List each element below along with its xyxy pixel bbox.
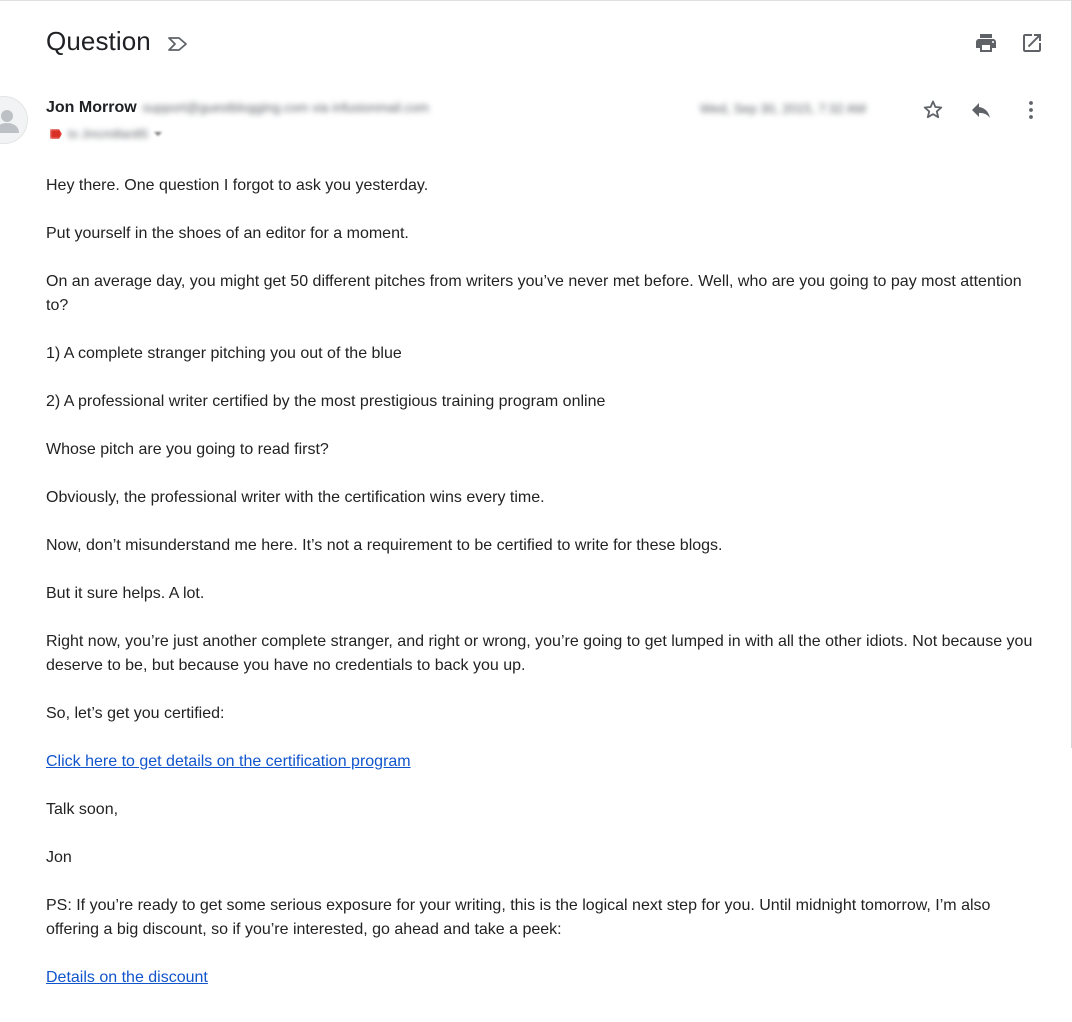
recipient-text: to Jmcmillan85 <box>68 127 149 141</box>
body-paragraph: So, let’s get you certified: <box>46 705 225 722</box>
chevron-down-icon[interactable] <box>154 132 162 136</box>
body-paragraph: Now, don’t misunderstand me here. It’s not a requirement to be certified to write for these blogs. <box>46 537 723 554</box>
sender-name[interactable]: Jon Morrow <box>46 99 137 116</box>
thread-actions <box>974 31 1044 55</box>
discount-link-paragraph <box>46 966 1046 990</box>
signature: Jon <box>46 849 72 866</box>
body-paragraph: 1) A complete stranger pitching you out of the blue <box>46 345 402 362</box>
body-paragraph: 2) A professional writer certified by the most prestigious training program online <box>46 393 606 410</box>
sender-email: support@guestblogging.com via infusionmail.com <box>142 100 430 115</box>
print-icon[interactable] <box>974 31 998 55</box>
star-icon[interactable] <box>920 97 946 123</box>
body-paragraph: But it sure helps. A lot. <box>46 585 205 602</box>
body-paragraph: Talk soon, <box>46 801 119 818</box>
open-in-new-window-icon[interactable] <box>1020 31 1044 55</box>
importance-marker-icon[interactable] <box>167 36 189 52</box>
body-paragraph: Obviously, the professional writer with the certification wins every time. <box>46 489 545 506</box>
body-paragraph: Right now, you’re just another complete stranger, and right or wrong, you’re going to get lumped in with all the other idiots. Not because you deserve to be, but because you have no credentials to back you up. <box>46 633 1033 674</box>
discount-link[interactable]: Details on the discount <box>46 969 208 986</box>
certification-link[interactable]: Click here to get details on the certification program <box>46 753 411 770</box>
message-body <box>46 174 1046 1014</box>
body-paragraph: Whose pitch are you going to read first? <box>46 441 329 458</box>
default-avatar-icon <box>0 96 28 144</box>
red-label-icon <box>50 129 62 139</box>
top-divider <box>0 0 1072 1</box>
reply-icon[interactable] <box>968 97 994 123</box>
postscript-paragraph: PS: If you’re ready to get some serious exposure for your writing, this is the logical next step for you. Until midnight tomorrow, I’m also offering a big discount, so if you’re interested, go ahead and take a peek: <box>46 897 991 938</box>
more-vertical-icon[interactable] <box>1018 97 1044 123</box>
message-date: Wed, Sep 30, 2015, 7:32 AM <box>700 101 866 116</box>
sender-row <box>46 99 429 117</box>
body-paragraph: On an average day, you might get 50 different pitches from writers you’ve never met before. Well, who are you going to pay most attention to? <box>46 273 1022 314</box>
message-actions <box>920 97 1044 123</box>
certification-link-paragraph <box>46 750 1046 774</box>
recipient-row[interactable] <box>50 127 162 141</box>
body-paragraph: Hey there. One question I forgot to ask you yesterday. <box>46 177 429 194</box>
subject-row <box>46 26 189 57</box>
body-paragraph: Put yourself in the shoes of an editor for a moment. <box>46 225 409 242</box>
email-subject: Question <box>46 26 151 56</box>
